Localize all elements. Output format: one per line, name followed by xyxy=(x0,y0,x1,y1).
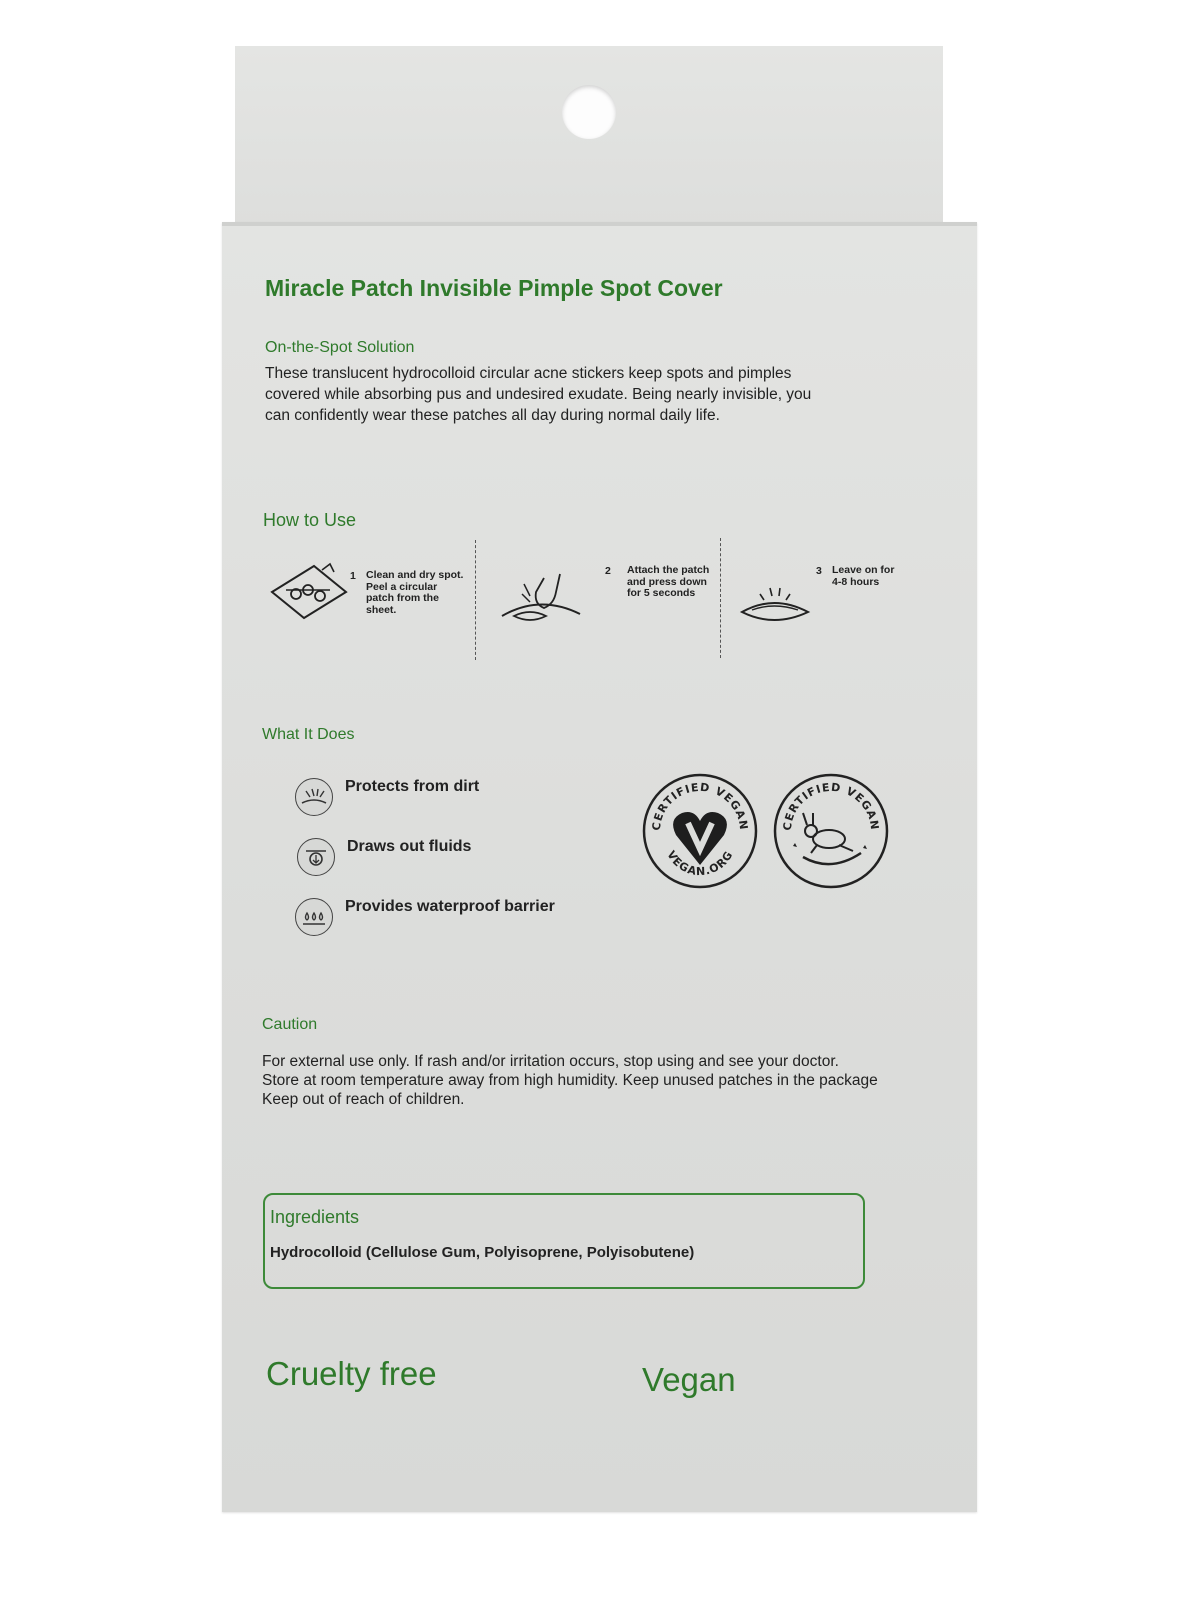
patch-on-skin-icon xyxy=(738,576,812,628)
feature-label: Provides waterproof barrier xyxy=(345,898,555,915)
caution-line: Keep out of reach of children. xyxy=(262,1091,465,1108)
vegan-org-seal xyxy=(642,773,758,889)
ingredients-text: Hydrocolloid (Cellulose Gum, Polyisoprene, Polyisobutene) xyxy=(270,1244,695,1261)
step-3-text xyxy=(832,565,894,588)
step-divider xyxy=(720,538,721,658)
vegan-label: Vegan xyxy=(642,1361,736,1398)
leaping-bunny-seal xyxy=(773,773,889,889)
solution-description xyxy=(265,363,925,426)
caution-line: For external use only. If rash and/or irritation occurs, stop using and see your doctor. xyxy=(262,1053,839,1070)
step-3-line: 4-8 hours xyxy=(832,575,880,588)
how-to-use-heading: How to Use xyxy=(263,510,357,530)
solution-heading: On-the-Spot Solution xyxy=(265,339,415,356)
step-2-line: and press down xyxy=(627,575,707,588)
step-1-line: Peel a circular xyxy=(366,580,438,593)
finger-press-icon xyxy=(500,570,584,628)
seal-bottom-text: VEGAN.ORG xyxy=(664,848,736,879)
step-1-line: patch from the xyxy=(366,592,439,604)
step-2-text xyxy=(627,565,709,600)
step-1-line: Clean and dry spot. xyxy=(366,569,464,581)
step-1-text xyxy=(366,570,463,616)
step-1-number: 1 xyxy=(350,570,356,582)
step-divider xyxy=(475,540,476,660)
feature-label: Protects from dirt xyxy=(345,778,480,795)
step-2-line: for 5 seconds xyxy=(627,587,696,599)
seal-top-text: CERTIFIED VEGAN xyxy=(780,780,882,832)
product-title: Miracle Patch Invisible Pimple Spot Cover xyxy=(265,275,723,301)
package-fold-line xyxy=(222,222,977,226)
step-2-number: 2 xyxy=(605,565,611,577)
seal-top-text: CERTIFIED VEGAN xyxy=(649,780,751,832)
caution-line: Store at room temperature away from high humidity. Keep unused patches in the package xyxy=(262,1072,878,1089)
feature-label: Draws out fluids xyxy=(347,838,472,855)
step-1-line: sheet. xyxy=(366,603,397,616)
patch-sheet-icon xyxy=(268,562,350,624)
caution-text xyxy=(262,1052,962,1109)
solution-line: covered while absorbing pus and undesired exudate. Being nearly invisible, you xyxy=(265,386,812,403)
step-3-number: 3 xyxy=(816,565,822,577)
water-drops-icon xyxy=(295,898,333,936)
solution-line: can confidently wear these patches all day during normal daily life. xyxy=(265,407,720,424)
dirt-shield-icon xyxy=(295,778,333,816)
hang-hole xyxy=(562,85,616,139)
fluid-absorb-icon xyxy=(297,838,335,876)
step-3-line: Leave on for xyxy=(832,564,895,576)
cruelty-free-label: Cruelty free xyxy=(266,1355,437,1392)
what-it-does-heading: What It Does xyxy=(262,726,355,743)
leaping-bunny-icon xyxy=(793,813,867,864)
solution-line: These translucent hydrocolloid circular acne stickers keep spots and pimples xyxy=(265,365,792,382)
caution-heading: Caution xyxy=(262,1016,318,1033)
step-2-line: Attach the patch xyxy=(627,564,710,576)
ingredients-heading: Ingredients xyxy=(270,1207,360,1227)
